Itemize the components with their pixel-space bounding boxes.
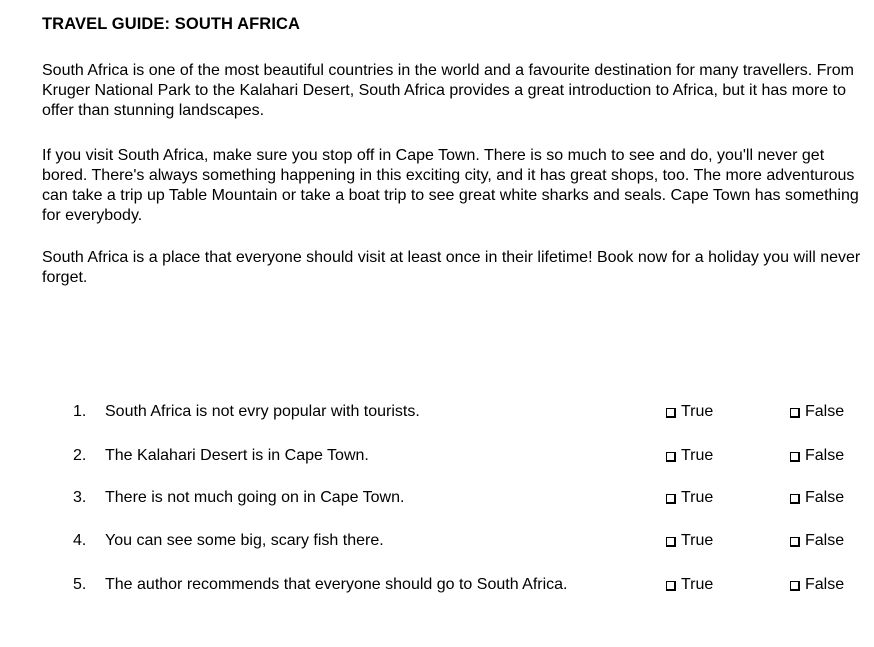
- true-label: True: [681, 489, 714, 506]
- false-option[interactable]: [790, 576, 844, 594]
- question-text: There is not much going on in Cape Town.: [105, 489, 405, 506]
- question-number: 1.: [73, 403, 87, 420]
- false-label: False: [805, 447, 845, 464]
- checkbox-icon[interactable]: [666, 494, 676, 504]
- true-option[interactable]: [666, 576, 713, 594]
- true-option[interactable]: [666, 532, 713, 550]
- question-text: You can see some big, scary fish there.: [105, 532, 384, 549]
- true-option[interactable]: [666, 489, 713, 507]
- true-label: True: [681, 403, 714, 420]
- true-option[interactable]: [666, 403, 713, 421]
- checkbox-icon[interactable]: [666, 537, 676, 547]
- cape-town-paragraph: If you visit South Africa, make sure you stop off in Cape Town. There is so much to see and do, you'll never get bored. There's always something happening in this exciting city, and it has great shops, too. The more adventurous can take a trip up Table Mountain or take a boat trip to see great white sharks and seals. Cape Town has something for everybody.: [42, 147, 859, 224]
- false-option[interactable]: [790, 489, 844, 507]
- checkbox-icon[interactable]: [790, 452, 800, 462]
- closing-paragraph: South Africa is a place that everyone should visit at least once in their lifetime! Book now for a holiday you will never forget.: [42, 249, 861, 286]
- question-number: 5.: [73, 576, 87, 593]
- false-option[interactable]: [790, 403, 844, 421]
- checkbox-icon[interactable]: [666, 408, 676, 418]
- false-label: False: [805, 403, 845, 420]
- checkbox-icon[interactable]: [666, 452, 676, 462]
- question-text: The Kalahari Desert is in Cape Town.: [105, 447, 369, 464]
- question-number: 2.: [73, 447, 87, 464]
- true-label: True: [681, 576, 714, 593]
- false-option[interactable]: [790, 532, 844, 550]
- true-label: True: [681, 447, 714, 464]
- page-title: TRAVEL GUIDE: SOUTH AFRICA: [42, 15, 301, 33]
- checkbox-icon[interactable]: [790, 408, 800, 418]
- intro-paragraph: South Africa is one of the most beautiful countries in the world and a favourite destination for many travellers. From Kruger National Park to the Kalahari Desert, South Africa provides a great introduction to Africa, but it has more to offer than stunning landscapes.: [42, 62, 854, 119]
- false-label: False: [805, 489, 845, 506]
- checkbox-icon[interactable]: [790, 494, 800, 504]
- question-number: 4.: [73, 532, 87, 549]
- checkbox-icon[interactable]: [666, 581, 676, 591]
- question-row: [0, 576, 874, 598]
- true-label: True: [681, 532, 714, 549]
- question-text: South Africa is not evry popular with tourists.: [105, 403, 420, 420]
- false-label: False: [805, 576, 845, 593]
- question-number: 3.: [73, 489, 87, 506]
- question-text: The author recommends that everyone should go to South Africa.: [105, 576, 568, 593]
- question-row: [0, 447, 874, 469]
- question-row: [0, 489, 874, 511]
- question-row: [0, 532, 874, 554]
- false-option[interactable]: [790, 447, 844, 465]
- checkbox-icon[interactable]: [790, 537, 800, 547]
- true-option[interactable]: [666, 447, 713, 465]
- false-label: False: [805, 532, 845, 549]
- checkbox-icon[interactable]: [790, 581, 800, 591]
- question-row: [0, 403, 874, 425]
